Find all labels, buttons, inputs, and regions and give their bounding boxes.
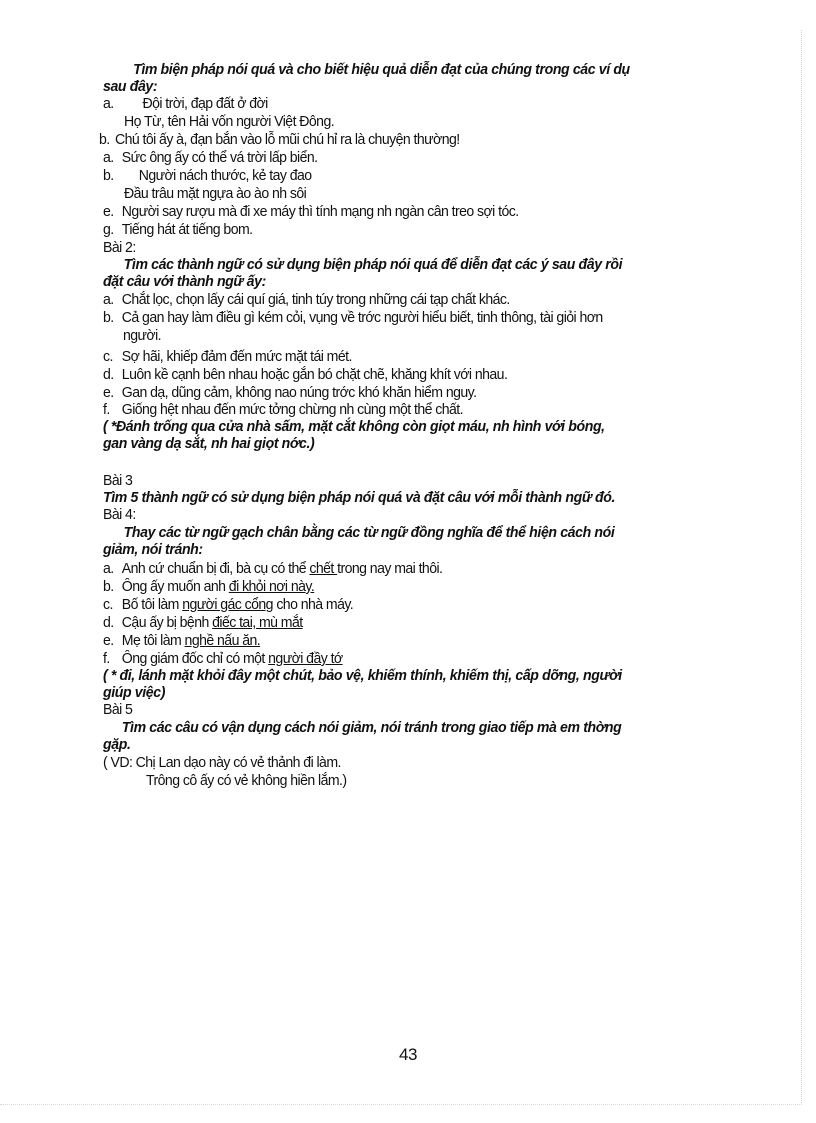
ex5-example-line2: Trông cô ấy có vẻ không hiền lắm.) (146, 772, 347, 789)
ex2-item: người. (123, 327, 162, 344)
ex4-hint-line2: giúp việc) (103, 684, 166, 701)
ex1-item: b. Người nách thước, kẻ tay đao (103, 167, 312, 184)
ex4-hint-line1: ( * đi, lánh mặt khỏi đây một chút, bảo vệ, khiếm thính, khiếm thị, cấp dỡng, người (103, 667, 622, 684)
page-right-edge (801, 30, 802, 1105)
ex2-hint-line2: gan vàng dạ sắt, nh hai giọt nớc.) (103, 435, 315, 452)
ex5-heading: Bài 5 (103, 701, 133, 718)
ex2-item: d. Luôn kề cạnh bên nhau hoặc gắn bó chặt chẽ, khăng khít với nhau. (103, 366, 508, 383)
ex2-heading: Bài 2: (103, 239, 136, 256)
ex4-item: f. Ông giám đốc chỉ có một người đầy tớ (103, 650, 343, 667)
ex4-title-line1: Thay các từ ngữ gạch chân bằng các từ ngữ đồng nghĩa để thể hiện cách nói (123, 524, 615, 541)
ex1-item: a. Sức ông ấy có thể vá trời lấp biển. (103, 149, 318, 166)
ex2-hint-line1: ( *Đánh trống qua cửa nhà sấm, mặt cắt không còn giọt máu, nh hình với bóng, (103, 418, 605, 435)
ex5-title-line1: Tìm các câu có vận dụng cách nói giảm, nói tránh trong giao tiếp mà em thờng (121, 719, 622, 736)
ex1-item: b. Chú tôi ấy à, đạn bắn vào lỗ mũi chú hỉ ra là chuyện thường! (99, 131, 460, 148)
ex2-item: a. Chắt lọc, chọn lấy cái quí giá, tinh túy trong những cái tạp chất khác. (103, 291, 510, 308)
page-bottom-edge (0, 1104, 802, 1105)
ex2-item: b. Cả gan hay làm điều gì kém cỏi, vụng về trớc người hiểu biết, tinh thông, tài giỏi hơn (103, 309, 603, 326)
ex4-heading: Bài 4: (103, 506, 136, 523)
ex1-item: Đầu trâu mặt ngựa ào ào nh sôi (124, 185, 307, 202)
ex5-example-line1: ( VD: Chị Lan dạo này có vẻ thảnh đi làm. (103, 754, 341, 771)
ex3-title: Tìm 5 thành ngữ có sử dụng biện pháp nói quá và đặt câu với mỗi thành ngữ đó. (103, 489, 616, 506)
ex4-title-line2: giảm, nói tránh: (103, 541, 203, 558)
ex3-heading: Bài 3 (103, 472, 133, 489)
ex2-item: f. Giống hệt nhau đến mức tởng chừng nh cùng một thể chất. (103, 401, 464, 418)
ex1-title-line2: sau đây: (103, 78, 158, 95)
ex1-title-line1: Tìm biện pháp nói quá và cho biết hiệu quả diễn đạt của chúng trong các ví dụ (133, 61, 630, 78)
ex2-item: c. Sợ hãi, khiếp đảm đến mức mặt tái mét. (103, 348, 352, 365)
ex4-item: e. Mẹ tôi làm nghề nấu ăn. (103, 632, 261, 649)
ex2-title-line2: đặt câu với thành ngữ ấy: (103, 273, 266, 290)
page-number: 43 (399, 1045, 417, 1064)
ex5-title-line2: gặp. (103, 736, 131, 753)
ex1-item: e. Người say rượu mà đi xe máy thì tính mạng nh ngàn cân treo sợi tóc. (103, 203, 519, 220)
ex4-item: a. Anh cứ chuẩn bị đi, bà cụ có thể chết trong nay mai thôi. (103, 560, 443, 577)
ex4-item: b. Ông ấy muốn anh đi khỏi nơi này. (103, 578, 315, 595)
ex1-item: Họ Từ, tên Hải vốn người Việt Đông. (124, 113, 335, 130)
ex1-item: a. Đội trời, đạp đất ở đời (103, 95, 268, 112)
ex4-item: d. Cậu ấy bị bệnh điếc tai, mù mắt (103, 614, 303, 631)
ex2-title-line1: Tìm các thành ngữ có sử dụng biện pháp nói quá để diễn đạt các ý sau đây rồi (123, 256, 623, 273)
ex4-item: c. Bố tôi làm người gác cổng cho nhà máy. (103, 596, 354, 613)
ex2-item: e. Gan dạ, dũng cảm, không nao núng trớc khó khăn hiểm nguy. (103, 384, 477, 401)
ex1-item: g. Tiếng hát át tiếng bom. (103, 221, 253, 238)
